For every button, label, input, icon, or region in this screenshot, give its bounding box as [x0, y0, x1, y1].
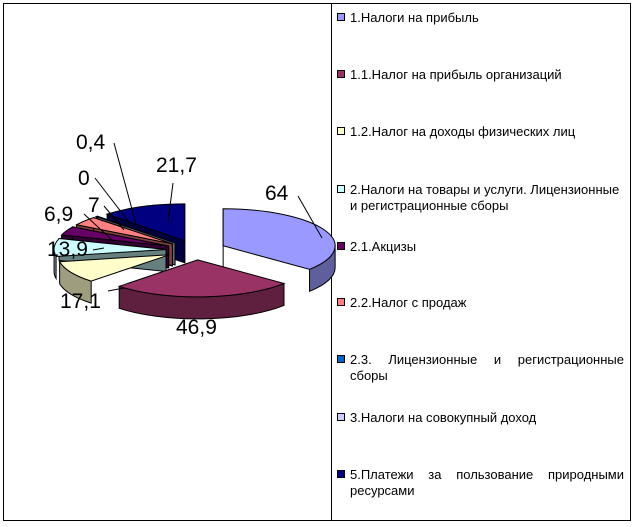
data-label-2: 46,9 [176, 316, 217, 339]
legend-item-7 [336, 352, 624, 384]
legend-item-1 [336, 10, 624, 26]
legend-label-2: 1.1.Налог на прибыль организаций [350, 67, 562, 82]
data-label-3: 17,1 [60, 290, 101, 313]
legend-item-6 [336, 295, 624, 311]
data-label-6: 7 [88, 194, 100, 217]
legend-swatch-8 [337, 413, 345, 421]
legend-swatch-1 [337, 13, 345, 21]
data-label-5: 6,9 [44, 203, 74, 226]
legend-item-4 [336, 182, 624, 214]
legend-swatch-9 [337, 470, 345, 478]
legend-item-5 [336, 239, 624, 255]
legend-label-1: 1.Налоги на прибыль [350, 10, 479, 25]
data-label-9: 21,7 [156, 154, 197, 177]
legend-swatch-2 [337, 70, 345, 78]
legend-swatch-3 [337, 127, 345, 135]
data-label-1: 64 [265, 182, 289, 205]
data-label-8: 0,4 [76, 131, 106, 154]
legend-swatch-5 [337, 242, 345, 250]
data-label-7: 0 [78, 167, 90, 190]
legend-label-3: 1.2.Налог на доходы физических лиц [350, 124, 576, 139]
legend-item-2 [336, 67, 624, 83]
legend-swatch-7 [337, 355, 345, 363]
legend-label-5: 2.1.Акцизы [350, 239, 417, 254]
legend-item-8 [336, 410, 624, 426]
legend-label-6: 2.2.Налог с продаж [350, 295, 467, 310]
legend-label-9: 5.Платежи за пользование природными ресурсами [350, 467, 624, 498]
legend-label-8: 3.Налоги на совокупный доход [350, 410, 537, 425]
legend-label-7: 2.3. Лицензионные и регистрационные сборы [350, 352, 624, 383]
legend-item-3 [336, 124, 624, 140]
legend-item-9 [336, 467, 624, 499]
legend-swatch-4 [337, 185, 345, 193]
legend-swatch-6 [337, 298, 345, 306]
data-label-4: 13,9 [47, 238, 88, 261]
legend-label-4: 2.Налоги на товары и услуги. Лицензионные и регистрационные сборы [350, 182, 620, 213]
